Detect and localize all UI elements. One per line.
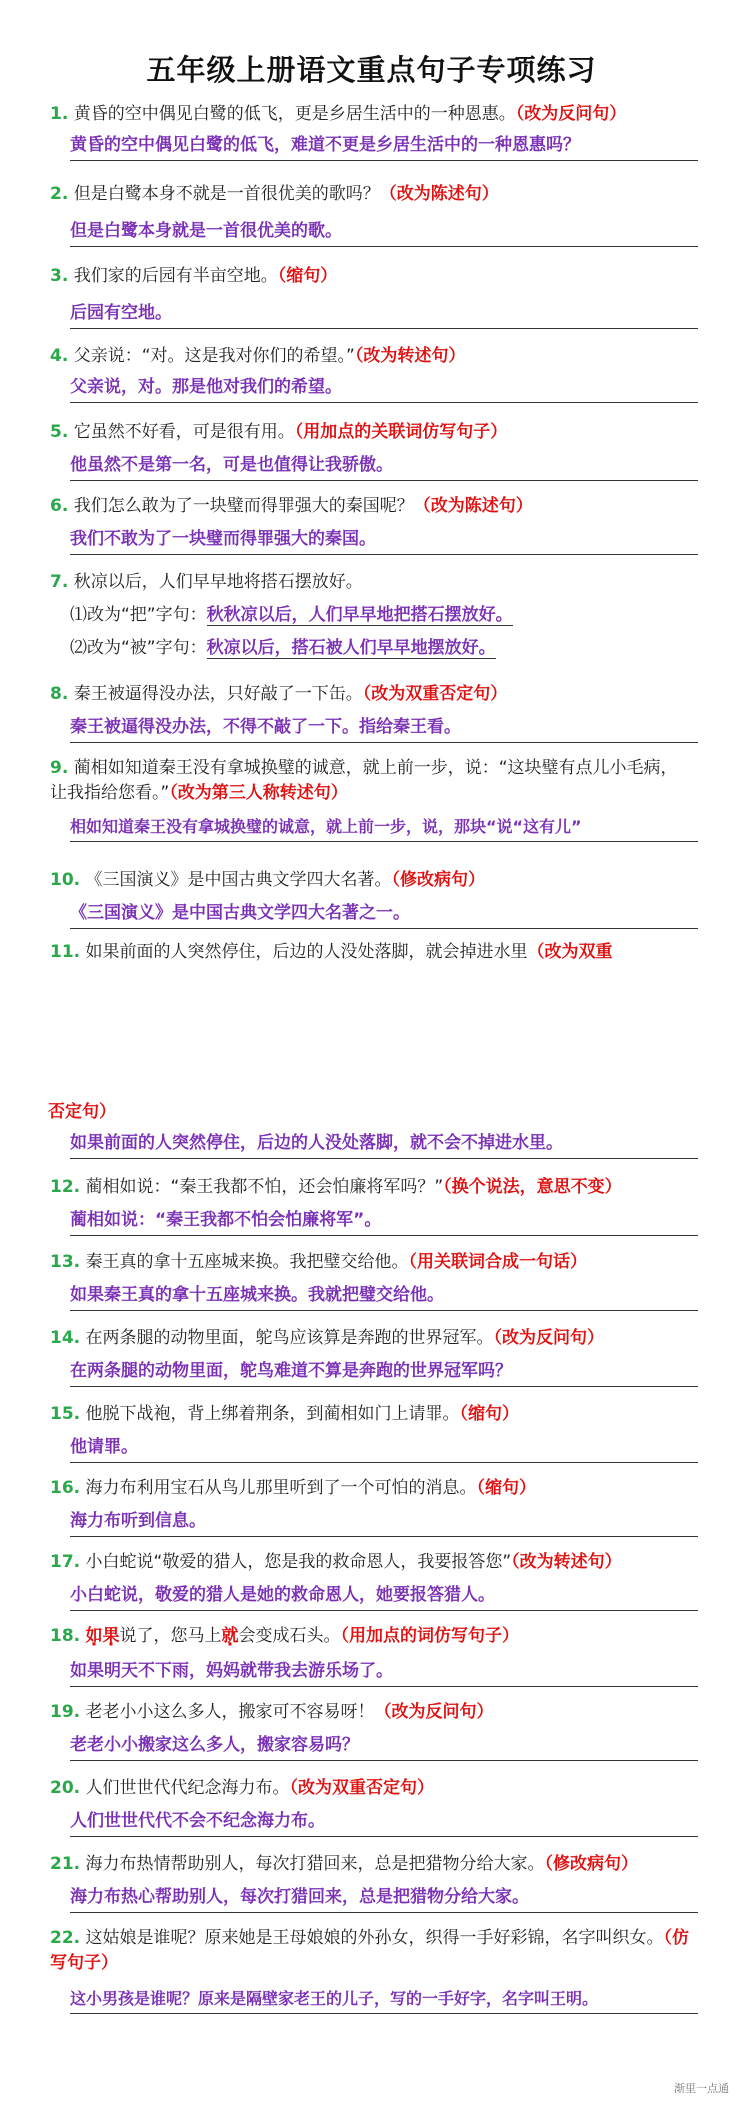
exercise-22 <box>50 1926 700 2014</box>
question-text: 秦王被逼得没办法，只好敲了一下缶。 <box>73 684 363 704</box>
item-number: 7. <box>50 572 69 592</box>
exercise-2 <box>50 182 700 247</box>
task-label: 否定句） <box>48 1102 116 1122</box>
question-text: 说了，您马上 <box>119 1626 222 1646</box>
answer-line: 如果前面的人突然停住，后边的人没处落脚，就不会不掉进水里。 <box>70 1131 698 1159</box>
answer-line: 秦王被逼得没办法，不得不敲了一下。指给秦王看。 <box>70 715 698 743</box>
exercise-14 <box>50 1326 700 1387</box>
task-label: （修改病句） <box>544 1854 639 1874</box>
task-label: （缩句） <box>277 266 338 286</box>
exercise-10 <box>50 868 700 929</box>
page-title: 五年级上册语文重点句子专项练习 <box>146 53 597 87</box>
question-text: 它虽然不好看，可是很有用。 <box>73 422 295 442</box>
item-number: 10. <box>50 870 81 890</box>
exercise-19 <box>50 1700 700 1761</box>
answer-line: 但是白鹭本身就是一首很优美的歌。 <box>70 219 698 247</box>
exercise-7 <box>50 570 700 661</box>
task-label: （换个说法，意思不变） <box>443 1177 622 1197</box>
exercise-11 <box>50 940 700 965</box>
emphasized-word: 就 <box>221 1626 239 1646</box>
exercise-5 <box>50 420 700 481</box>
task-label: （改为双重 <box>527 942 613 962</box>
task-label: （改为转述句） <box>354 346 466 366</box>
exercise-6 <box>50 494 700 555</box>
question-text: 海力布利用宝石从鸟儿那里听到了一个可怕的消息。 <box>85 1478 477 1498</box>
item-number: 19. <box>50 1702 81 1722</box>
item-number: 3. <box>50 266 69 286</box>
answer-line: 他请罪。 <box>70 1435 698 1463</box>
answer-line: 相如知道秦王没有拿城换璧的诚意，就上前一步，说，那块“说“这有儿” <box>70 814 698 842</box>
task-label: （仿写句子） <box>50 1928 690 1973</box>
question-text: 这姑娘是谁呢？原来她是王母娘娘的外孙女，织得一手好彩锦，名字叫织女。 <box>85 1928 664 1948</box>
question-text: 但是白鹭本身不就是一首很优美的歌吗？ <box>73 184 380 204</box>
question-text: 小白蛇说“敬爱的猎人，您是我的救命恩人，我要报答您” <box>85 1552 512 1572</box>
exercise-13 <box>50 1250 700 1311</box>
question-text: 他脱下战袍，背上绑着荆条，到蔺相如门上请罪。 <box>85 1404 460 1424</box>
question-text: 秦王真的拿十五座城来换。我把璧交给他。 <box>85 1252 409 1272</box>
item-number: 15. <box>50 1404 81 1424</box>
question-text: 蔺相如知道秦王没有拿城换璧的诚意，就上前一步，说：“这块璧有点儿小毛病，让我指给您看。” <box>50 758 678 803</box>
answer-line: 在两条腿的动物里面，鸵鸟难道不算是奔跑的世界冠军吗？ <box>70 1359 698 1387</box>
task-label: （改为陈述句） <box>413 496 533 516</box>
exercise-11-continued <box>50 1100 700 1159</box>
emphasized-word: 如 <box>85 1626 103 1646</box>
watermark-text: 渐里一点通 <box>674 2082 729 2095</box>
item-number: 12. <box>50 1177 81 1197</box>
answer-line: 海力布听到信息。 <box>70 1509 698 1537</box>
sub-answer: 秋秋凉以后，人们早早地把搭石摆放好。 <box>206 605 513 625</box>
item-number: 22. <box>50 1928 81 1948</box>
question-text: 海力布热情帮助别人，每次打猎回来，总是把猎物分给大家。 <box>85 1854 545 1874</box>
item-number: 9. <box>50 758 69 778</box>
exercise-16 <box>50 1476 700 1537</box>
task-label: （改为陈述句） <box>379 184 499 204</box>
answer-line: 人们世世代代不会不纪念海力布。 <box>70 1809 698 1837</box>
exercise-17 <box>50 1550 700 1611</box>
answer-line: 他虽然不是第一名，可是也值得让我骄傲。 <box>70 453 698 481</box>
item-number: 17. <box>50 1552 81 1572</box>
question-text: 如果前面的人突然停住，后边的人没处落脚，就会掉进水里 <box>85 942 528 962</box>
question-text: 父亲说：“对。这是我对你们的希望。” <box>73 346 355 366</box>
exercise-8 <box>50 682 700 743</box>
sub-question-2 <box>70 636 700 661</box>
question-text: 在两条腿的动物里面，鸵鸟应该算是奔跑的世界冠军。 <box>85 1328 494 1348</box>
answer-line: 我们不敢为了一块璧而得罪强大的秦国。 <box>70 527 698 555</box>
answer-line: 如果明天不下雨，妈妈就带我去游乐场了。 <box>70 1659 698 1687</box>
question-text: 黄昏的空中偶见白鹭的低飞，更是乡居生活中的一种恩惠。 <box>73 104 516 124</box>
answer-line: 小白蛇说，敬爱的猎人是她的救命恩人，她要报答猎人。 <box>70 1583 698 1611</box>
sub-label: ⑴改为“把”字句： <box>70 605 207 625</box>
task-label: （改为反问句） <box>515 104 627 124</box>
answer-line: 这小男孩是谁呢？原来是隔壁家老王的儿子，写的一手好字，名字叫王明。 <box>70 1986 698 2014</box>
item-number: 11. <box>50 942 81 962</box>
exercise-15 <box>50 1402 700 1463</box>
answer-line: 蔺相如说：“秦王我都不怕会怕廉将军”。 <box>70 1208 698 1236</box>
exercise-12 <box>50 1175 700 1236</box>
item-number: 8. <box>50 684 69 704</box>
task-label: （改为双重否定句） <box>362 684 508 704</box>
item-number: 2. <box>50 184 69 204</box>
question-text: 蔺相如说：“秦王我都不怕，还会怕廉将军吗？” <box>85 1177 444 1197</box>
answer-line: 老老小小搬家这么多人，搬家容易吗？ <box>70 1733 698 1761</box>
item-number: 4. <box>50 346 69 366</box>
sub-answer: 秋凉以后，搭石被人们早早地摆放好。 <box>206 638 496 658</box>
item-number: 13. <box>50 1252 81 1272</box>
task-label: （用加点的关联词仿写句子） <box>294 422 508 442</box>
item-number: 21. <box>50 1854 81 1874</box>
task-label: （改为第三人称转述句） <box>169 783 348 803</box>
exercise-21 <box>50 1852 700 1913</box>
question-text: 秋凉以后，人们早早地将搭石摆放好。 <box>73 572 363 592</box>
sub-question-1 <box>70 603 700 628</box>
item-number: 1. <box>50 104 69 124</box>
task-label: （改为反问句） <box>374 1702 494 1722</box>
sub-label: ⑵改为“被”字句： <box>70 638 207 658</box>
answer-line: 父亲说，对。那是他对我们的希望。 <box>70 375 698 403</box>
item-number: 5. <box>50 422 69 442</box>
answer-line: 如果秦王真的拿十五座城来换。我就把璧交给他。 <box>70 1283 698 1311</box>
task-label: （改为反问句） <box>493 1328 605 1348</box>
item-number: 20. <box>50 1778 81 1798</box>
exercise-9 <box>50 756 700 842</box>
answer-line: 海力布热心帮助别人，每次打猎回来，总是把猎物分给大家。 <box>70 1885 698 1913</box>
item-number: 6. <box>50 496 69 516</box>
task-label: （改为转述句） <box>511 1552 622 1572</box>
question-text: 我们怎么敢为了一块璧而得罪强大的秦国呢？ <box>73 496 414 516</box>
item-number: 14. <box>50 1328 81 1348</box>
task-label: （缩句） <box>459 1404 520 1424</box>
answer-line: 《三国演义》是中国古典文学四大名著之一。 <box>70 901 698 929</box>
question-text: 我们家的后园有半亩空地。 <box>73 266 278 286</box>
answer-line: 后园有空地。 <box>70 301 698 329</box>
question-text: 《三国演义》是中国古典文学四大名著。 <box>85 870 392 890</box>
question-text: 会变成石头。 <box>238 1626 341 1646</box>
task-label: （用加点的词仿写句子） <box>340 1626 520 1646</box>
item-number: 18. <box>50 1626 81 1646</box>
question-text: 人们世世代代纪念海力布。 <box>85 1778 290 1798</box>
emphasized-word: 果 <box>102 1626 120 1646</box>
task-label: （用关联词合成一句话） <box>408 1252 588 1272</box>
exercise-18 <box>50 1624 700 1687</box>
question-text: 老老小小这么多人，搬家可不容易呀！ <box>85 1702 375 1722</box>
item-number: 16. <box>50 1478 81 1498</box>
exercise-20 <box>50 1776 700 1837</box>
answer-line: 黄昏的空中偶见白鹭的低飞，难道不更是乡居生活中的一种恩惠吗？ <box>70 133 698 161</box>
exercise-4 <box>50 344 700 403</box>
task-label: （修改病句） <box>391 870 486 890</box>
task-label: （改为双重否定句） <box>289 1778 435 1798</box>
task-label: （缩句） <box>476 1478 537 1498</box>
exercise-3 <box>50 264 700 329</box>
exercise-1 <box>50 102 700 161</box>
